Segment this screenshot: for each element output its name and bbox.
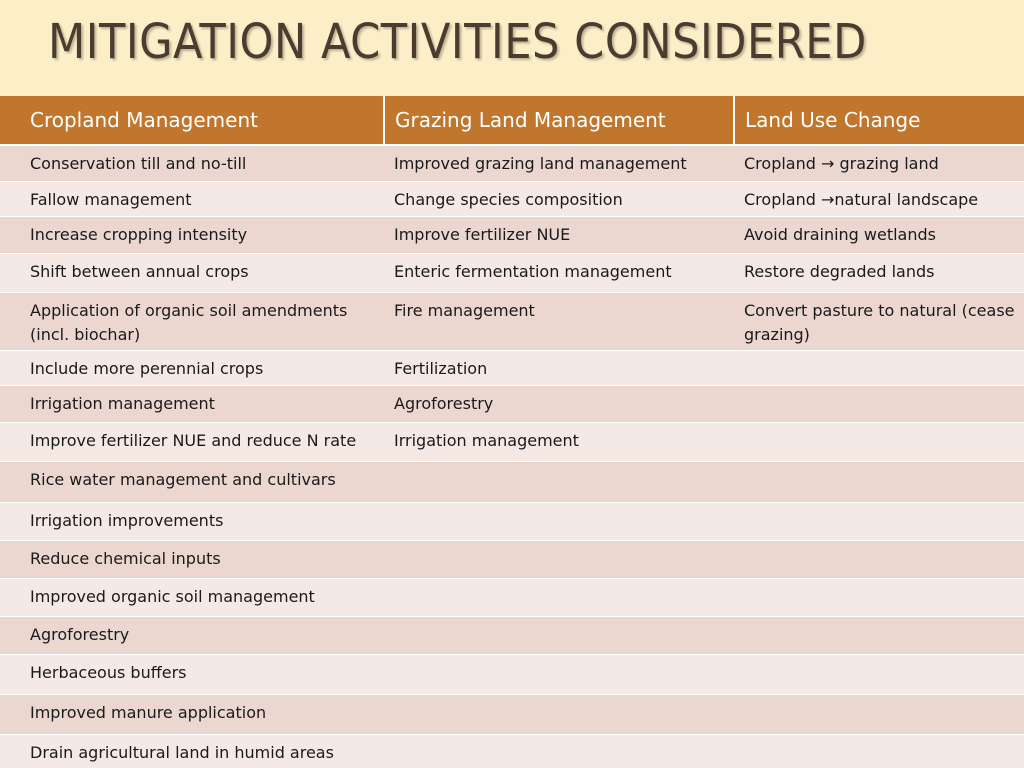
table-cell: Increase cropping intensity bbox=[0, 216, 384, 253]
table-cell: Drain agricultural land in humid areas bbox=[0, 734, 384, 768]
table-row bbox=[0, 253, 1024, 292]
table-row bbox=[0, 145, 1024, 181]
table-cell: Irrigation management bbox=[384, 422, 734, 461]
table-cell bbox=[734, 540, 1024, 578]
table-cell: Convert pasture to natural (cease grazing) bbox=[734, 292, 1024, 350]
table-cell bbox=[734, 578, 1024, 616]
table-row bbox=[0, 616, 1024, 654]
table-cell: Change species composition bbox=[384, 181, 734, 216]
table-cell bbox=[734, 502, 1024, 540]
table-cell bbox=[384, 502, 734, 540]
table-row bbox=[0, 578, 1024, 616]
table-cell: Fire management bbox=[384, 292, 734, 350]
table-cell bbox=[734, 422, 1024, 461]
table-cell bbox=[734, 694, 1024, 734]
table-row bbox=[0, 350, 1024, 385]
table-cell: Application of organic soil amendments (incl. biochar) bbox=[0, 292, 384, 350]
table-cell: Agroforestry bbox=[384, 385, 734, 422]
table-cell bbox=[384, 654, 734, 694]
header-land-use-change: Land Use Change bbox=[734, 96, 1024, 145]
table-cell bbox=[734, 461, 1024, 502]
table-cell bbox=[384, 540, 734, 578]
table-cell: Fallow management bbox=[0, 181, 384, 216]
table-cell: Cropland →natural landscape bbox=[734, 181, 1024, 216]
table-cell bbox=[384, 694, 734, 734]
table-row bbox=[0, 216, 1024, 253]
table-cell: Conservation till and no-till bbox=[0, 145, 384, 181]
table-header-row bbox=[0, 96, 1024, 145]
table-cell: Enteric fermentation management bbox=[384, 253, 734, 292]
mitigation-table bbox=[0, 96, 1024, 768]
table-cell bbox=[384, 461, 734, 502]
header-grazing-land-management: Grazing Land Management bbox=[384, 96, 734, 145]
table-row bbox=[0, 181, 1024, 216]
table-row bbox=[0, 422, 1024, 461]
table-row bbox=[0, 385, 1024, 422]
table-row bbox=[0, 654, 1024, 694]
table-row bbox=[0, 734, 1024, 768]
table-cell: Shift between annual crops bbox=[0, 253, 384, 292]
header-cropland-management: Cropland Management bbox=[0, 96, 384, 145]
table-cell bbox=[734, 350, 1024, 385]
table-row bbox=[0, 292, 1024, 350]
table-cell: Include more perennial crops bbox=[0, 350, 384, 385]
table-row bbox=[0, 502, 1024, 540]
table-row bbox=[0, 461, 1024, 502]
table-cell bbox=[734, 734, 1024, 768]
table-cell: Cropland → grazing land bbox=[734, 145, 1024, 181]
table-cell: Reduce chemical inputs bbox=[0, 540, 384, 578]
table-cell: Improve fertilizer NUE and reduce N rate bbox=[0, 422, 384, 461]
table-cell: Avoid draining wetlands bbox=[734, 216, 1024, 253]
table-cell bbox=[734, 385, 1024, 422]
table-cell: Herbaceous buffers bbox=[0, 654, 384, 694]
table-cell: Improved manure application bbox=[0, 694, 384, 734]
table-row bbox=[0, 540, 1024, 578]
table-cell bbox=[734, 616, 1024, 654]
table-cell: Irrigation management bbox=[0, 385, 384, 422]
table-cell: Improve fertilizer NUE bbox=[384, 216, 734, 253]
table-cell bbox=[734, 654, 1024, 694]
table-cell bbox=[384, 578, 734, 616]
table-cell: Irrigation improvements bbox=[0, 502, 384, 540]
table-cell: Improved grazing land management bbox=[384, 145, 734, 181]
table-cell: Rice water management and cultivars bbox=[0, 461, 384, 502]
table-cell bbox=[384, 616, 734, 654]
table-cell bbox=[384, 734, 734, 768]
table-cell: Fertilization bbox=[384, 350, 734, 385]
slide-title: MITIGATION ACTIVITIES CONSIDERED bbox=[48, 14, 867, 70]
table-cell: Restore degraded lands bbox=[734, 253, 1024, 292]
table-row bbox=[0, 694, 1024, 734]
table-cell: Agroforestry bbox=[0, 616, 384, 654]
table-cell: Improved organic soil management bbox=[0, 578, 384, 616]
